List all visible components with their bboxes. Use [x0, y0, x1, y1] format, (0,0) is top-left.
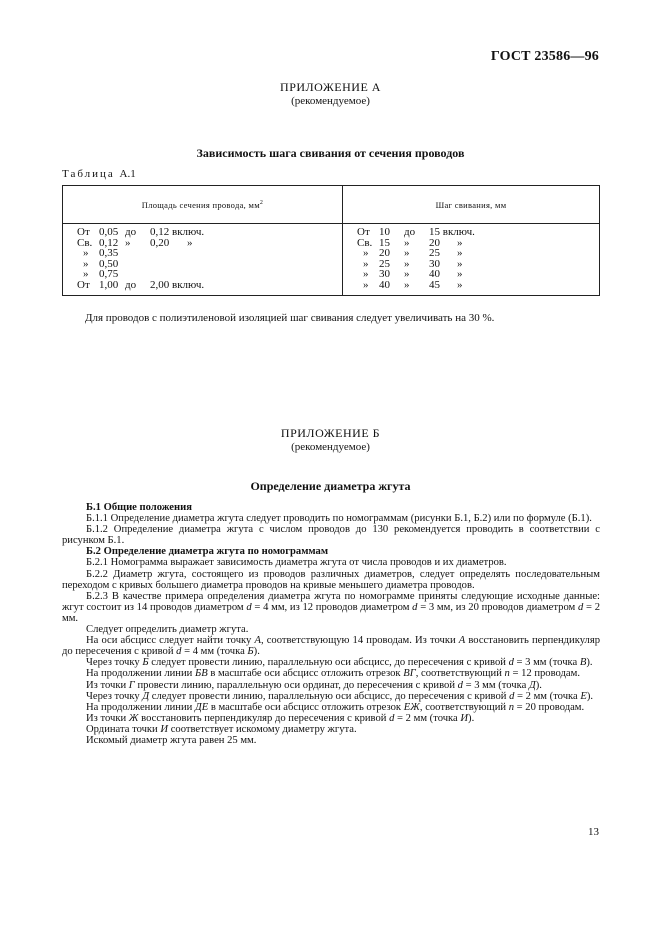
step-text: = 4 мм (точка: [181, 646, 248, 658]
step-text: = 3 мм (точка: [513, 657, 580, 669]
table-cell-token: »: [404, 236, 410, 249]
step-text: На продолжении линии: [86, 668, 195, 680]
table-cell-token: От: [357, 226, 370, 238]
paragraph-step-5: [62, 691, 600, 702]
table-cell-token: »: [363, 257, 369, 270]
table-cell-token: »: [457, 247, 463, 260]
table-cell-token: до: [125, 278, 137, 291]
point-d: Д: [528, 679, 536, 691]
table-cell-token: »: [457, 268, 463, 281]
point-zh: Ж: [128, 712, 139, 724]
step-text: = 12 проводам.: [509, 668, 580, 680]
var-d: d: [389, 712, 395, 724]
table-cell-token: 0,12 включ.: [150, 226, 205, 238]
table-cell-token: »: [363, 268, 369, 281]
segment-vg: ВГ: [403, 668, 416, 680]
paragraph-b22: Б.2.2 Диаметр жгута, состоящего из проводов различных диаметров, следует определять последовательным переходом с кривых большего диаметра проводов на кривые меньшего диаметра проводов.: [62, 568, 600, 591]
paragraph-step-8: [62, 724, 600, 735]
table-cell-token: »: [187, 236, 193, 249]
table-cell-token: 45: [429, 278, 440, 291]
b23-text: = 4 мм, из 12 проводов диаметром: [251, 601, 413, 613]
table-cell-token: »: [83, 257, 89, 270]
section-b1-heading: Б.1 Общие положения: [86, 502, 192, 513]
step-text: Из точки: [86, 679, 129, 691]
b23-text: Б.2.3 В качестве примера определения диаметра жгута по номограмме приняты следующие исходные данные: жгут состоит из 14 проводов диаметром: [62, 590, 600, 613]
step-text: следует провести линию, параллельную оси абсцисс, до пересечения с кривой: [149, 690, 510, 702]
table-row: [357, 238, 599, 249]
step-text: ).: [468, 712, 475, 724]
table-cell-token: »: [404, 278, 410, 291]
step-text: = 2 мм (точка: [394, 712, 461, 724]
table-header-row: [63, 186, 600, 224]
table-cell-token: »: [457, 257, 463, 270]
table-cell-token: От: [77, 226, 90, 238]
table-cell-token: »: [83, 247, 89, 260]
table-cell-token: 0,20: [150, 236, 170, 249]
header-unit-superscript: 2: [259, 199, 264, 206]
table-cell-token: 25: [379, 257, 390, 270]
step-text: = 20 проводам.: [514, 701, 585, 713]
step-text: восстановить перпендикуляр до пересечения с кривой: [62, 635, 600, 658]
step-text: ).: [586, 657, 593, 669]
table-row: [357, 259, 599, 270]
step-text: Через точку: [86, 657, 143, 669]
table-cell-token: »: [404, 247, 410, 260]
table-caption: [62, 168, 136, 180]
step-text: Из точки: [86, 712, 129, 724]
var-d: d: [246, 601, 252, 613]
table-cell-token: 20: [379, 247, 390, 260]
b23-text: = 3 мм, из 20 проводов диаметром: [417, 601, 578, 613]
paragraph-b23: [62, 591, 600, 624]
table-cell-token: до: [404, 226, 416, 238]
step-text: следует провести линию, параллельную оси абсцисс, до пересечения с кривой: [148, 657, 509, 669]
table-row: [357, 248, 599, 259]
step-text: в масштабе оси абсцисс отложить отрезок: [207, 668, 404, 680]
paragraph-step-4: [62, 680, 600, 691]
table-cell-token: 30: [429, 257, 440, 270]
paragraph-step-7: [62, 713, 600, 724]
table-cell-token: 0,35: [99, 247, 119, 260]
step-text: На продолжении линии: [86, 701, 195, 713]
segment-ezh: ЕЖ: [403, 701, 420, 713]
annex-b-heading: Определение диаметра жгута: [250, 479, 411, 493]
step-text: ).: [253, 646, 260, 658]
table-row: [77, 280, 342, 291]
table-body-row: [63, 224, 600, 296]
annex-b-body: [62, 502, 600, 746]
point-b: Б: [247, 646, 254, 658]
section-b2-heading: Б.2 Определение диаметра жгута по номограммам: [86, 546, 329, 558]
b23-text: = 2 мм.: [62, 601, 601, 624]
table-cell-token: 40: [379, 278, 390, 291]
annex-a-title: ПРИЛОЖЕНИЕ А: [280, 80, 381, 94]
table-cell-token: 2,00 включ.: [150, 278, 205, 291]
step-text: соответствует искомому диаметру жгута.: [168, 723, 357, 735]
table-cell-lay-lengths: [343, 224, 600, 296]
table-cell-token: »: [125, 236, 131, 249]
table-cell-token: »: [457, 236, 463, 249]
table-cell-token: 0,50: [99, 257, 119, 270]
annex-b-title: ПРИЛОЖЕНИЕ Б: [280, 426, 381, 440]
table-caption-word: Таблица: [62, 168, 115, 180]
step-text: восстановить перпендикуляр до пересечения с кривой: [138, 712, 390, 724]
table-cell-token: »: [404, 257, 410, 270]
var-d: d: [508, 657, 514, 669]
point-g: Г: [128, 679, 135, 691]
point-a: А: [458, 635, 466, 647]
table-cell-token: 25: [429, 247, 440, 260]
var-d: d: [577, 601, 584, 613]
point-e: Е: [580, 690, 587, 702]
table-row: [357, 269, 599, 280]
paragraph-step-1: [62, 635, 600, 657]
table-row: [357, 227, 599, 238]
var-n: n: [508, 701, 514, 713]
table-cell-token: »: [363, 278, 369, 291]
table-cell-token: »: [457, 278, 463, 291]
table-cell-token: 40: [429, 268, 440, 281]
step-text: На оси абсцисс следует найти точку: [86, 635, 255, 647]
var-d: d: [412, 601, 418, 613]
segment-bv: БВ: [194, 668, 208, 680]
var-d: d: [176, 646, 182, 658]
annex-a-heading: Зависимость шага свивания от сечения проводов: [196, 146, 465, 160]
page-number: 13: [588, 826, 599, 838]
point-i: И: [160, 723, 169, 735]
paragraph-result: Искомый диаметр жгута равен 25 мм.: [86, 734, 257, 746]
table-header-cross-section: [63, 186, 343, 224]
paragraph-b21: Б.2.1 Номограмма выражает зависимость диаметра жгута от числа проводов и их диаметров.: [86, 557, 507, 569]
paragraph-b11: Б.1.1 Определение диаметра жгута следует проводить по номограммам (рисунки Б.1, Б.2) или по формуле (Б.1).: [86, 513, 592, 525]
table-cell-token: Св.: [77, 236, 93, 249]
table-cell-cross-sections: [63, 224, 343, 296]
step-text: = 2 мм (точка: [514, 690, 581, 702]
table-cell-token: до: [125, 226, 137, 238]
table-cell-token: 20: [429, 236, 440, 249]
point-i: И: [460, 712, 469, 724]
point-v: В: [579, 657, 587, 669]
table-cell-token: От: [77, 278, 90, 291]
step-text: ).: [535, 679, 542, 691]
point-a: А: [254, 635, 261, 647]
table-cell-token: »: [83, 268, 89, 281]
table-cell-token: 0,12: [99, 236, 119, 249]
table-row: [77, 227, 342, 238]
paragraph-b12: Б.1.2 Определение диаметра жгута с числом проводов до 130 рекомендуется проводить в соответствии с рисунком Б.1.: [62, 524, 600, 547]
table-cell-token: 15 включ.: [429, 226, 475, 238]
step-text: в масштабе оси абсцисс отложить отрезок: [208, 701, 404, 713]
point-b: Б: [142, 657, 149, 669]
table-a1: [62, 185, 600, 296]
point-d: Д: [142, 690, 150, 702]
table-caption-number: А.1: [119, 168, 136, 180]
annex-b-subtitle: (рекомендуемое): [291, 441, 370, 453]
table-cell-token: 30: [379, 268, 390, 281]
segment-de: ДЕ: [194, 701, 209, 713]
paragraph-step-3: [62, 668, 600, 679]
table-cell-token: 1,00: [99, 278, 119, 291]
table-cell-token: 0,05: [99, 226, 119, 238]
step-text: = 3 мм (точка: [462, 679, 529, 691]
document-code: ГОСТ 23586—96: [490, 49, 599, 64]
table-header-lay-length: [343, 186, 600, 224]
paragraph-step-6: [62, 702, 600, 713]
step-text: , соответствующий: [415, 668, 505, 680]
var-d: d: [457, 679, 463, 691]
step-text: провести линию, параллельную оси ординат, до пересечения с кривой: [134, 679, 458, 691]
table-cell-token: 15: [379, 236, 390, 249]
paragraph-step-2: [62, 657, 600, 668]
annex-a-note: Для проводов с полиэтиленовой изоляцией шаг свивания следует увеличивать на 30 %.: [85, 312, 495, 324]
table-cell-token: 0,75: [99, 268, 119, 281]
var-d: d: [509, 690, 515, 702]
paragraph-need: Следует определить диаметр жгута.: [86, 624, 249, 636]
step-text: Ордината точки: [86, 723, 161, 735]
table-cell-token: 10: [379, 226, 390, 238]
table-cell-token: Св.: [357, 236, 373, 249]
table-cell-token: »: [363, 247, 369, 260]
header-lay-length-text: Шаг свивания, мм: [435, 199, 507, 210]
table-row: [357, 280, 599, 291]
step-text: , соответствующую 14 проводам. Из точки: [260, 635, 459, 647]
step-text: , соответствующий: [419, 701, 509, 713]
step-text: Через точку: [86, 690, 143, 702]
header-cross-section-text: Площадь сечения провода, мм: [141, 199, 260, 210]
annex-a-subtitle: (рекомендуемое): [291, 95, 370, 107]
step-text: ).: [586, 690, 594, 702]
table-cell-token: »: [404, 268, 410, 281]
var-n: n: [504, 668, 510, 680]
